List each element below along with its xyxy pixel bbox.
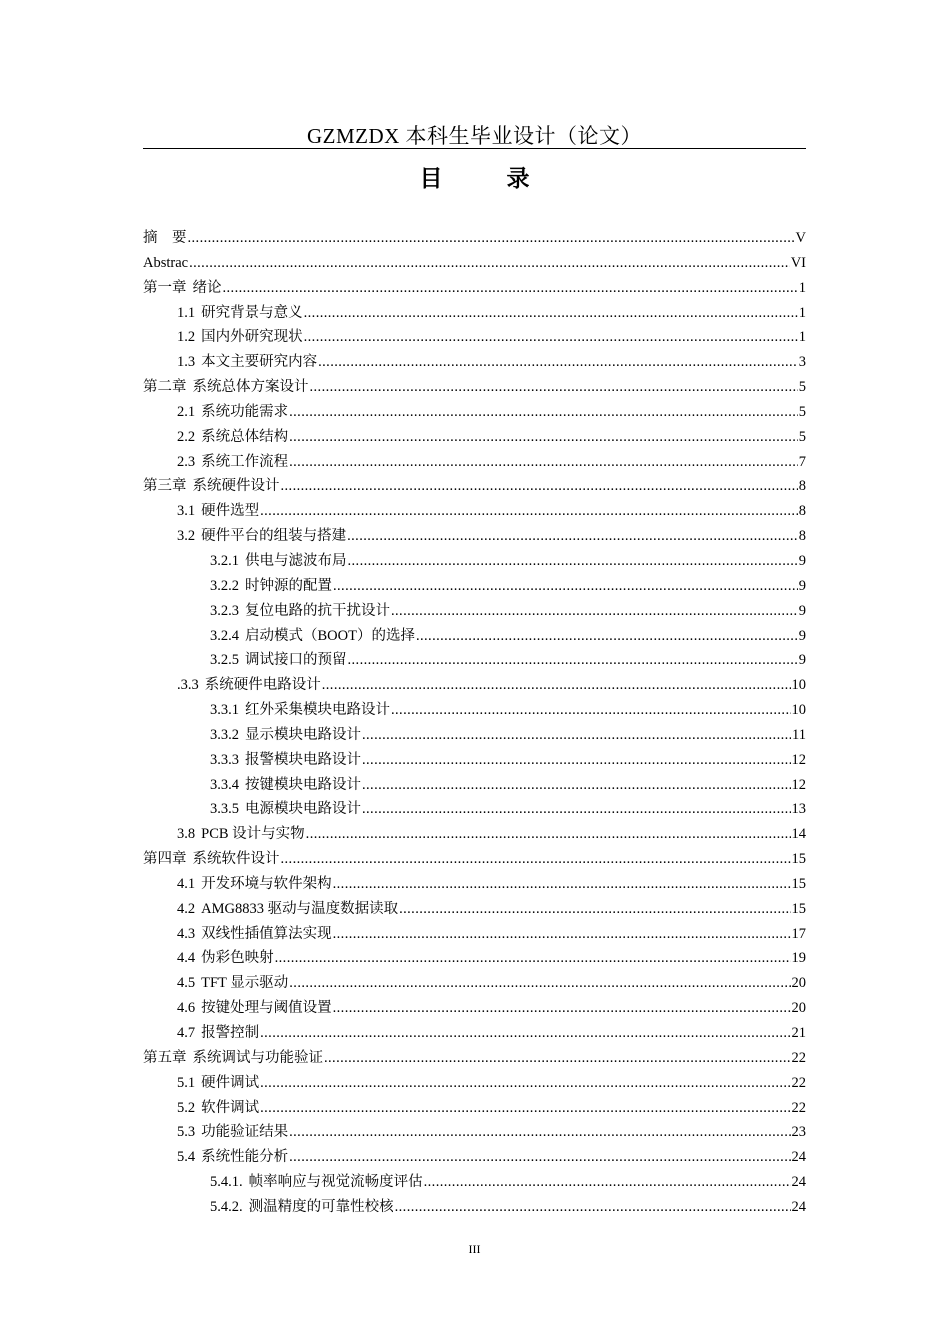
toc-entry-page: 9 [798,602,806,619]
toc-entry[interactable] [143,897,806,922]
toc-entry-page: 7 [798,453,806,470]
toc-entry-label: TFT 显示驱动 [201,975,289,992]
toc-entry-label: 时钟源的配置 [245,577,332,594]
toc-entry[interactable] [143,673,806,698]
toc-entry-title [210,698,390,723]
toc-entry-page: 20 [791,1000,806,1017]
toc-entry-page: 9 [798,627,806,644]
toc-entry-title [177,822,305,847]
toc-entry-page: 22 [791,1049,806,1066]
toc-entry-title [177,1145,288,1170]
toc-entry-number: 5.3 [177,1124,196,1141]
dot-leader [289,400,798,425]
toc-entry-number: 3.2 [177,528,196,545]
toc-entry-label: PCB 设计与实物 [201,826,305,843]
dot-leader [189,251,790,276]
toc-entry-label: 系统硬件设计 [192,478,280,495]
dot-leader [362,773,791,798]
toc-entry-page: 24 [791,1198,806,1215]
dot-leader [304,325,798,350]
toc-entry-title [177,1120,288,1145]
toc-entry-number: 1.1 [177,304,196,321]
toc-entry-number: 5.4.1. [210,1174,243,1191]
toc-entry-label: 复位电路的抗干扰设计 [245,602,390,619]
toc-entry-title [177,1021,259,1046]
toc-entry-label: 报警模块电路设计 [245,751,361,768]
toc-entry-label: 系统硬件电路设计 [204,677,321,694]
toc-entry-number: 2.2 [177,428,196,445]
running-header: GZMZDX 本科生毕业设计（论文） [306,124,643,148]
toc-entry[interactable] [143,524,806,549]
toc-entry-number: 3.3.3 [210,751,239,768]
toc-entry-page: 24 [791,1149,806,1166]
toc-entry-page: 9 [798,552,806,569]
toc-entry-label: 系统软件设计 [192,851,280,868]
toc-entry-title [210,1170,423,1195]
toc-entry[interactable] [143,624,806,649]
toc-entry-page: 5 [798,428,806,445]
dot-leader [348,549,798,574]
toc-entry-label: 开发环境与软件架构 [201,875,332,892]
dot-leader [362,723,791,748]
toc-entry-page: 1 [798,304,806,321]
dot-leader [275,946,791,971]
toc-entry[interactable] [143,574,806,599]
toc-entry[interactable] [143,226,806,251]
toc-entry-label: 按键模块电路设计 [245,776,361,793]
toc-entry-label: 摘 要 [143,230,187,246]
toc-entry-label: 电源模块电路设计 [245,801,361,818]
toc-entry-label: 系统工作流程 [201,453,289,470]
toc-entry-page: 22 [791,1074,806,1091]
toc-entry-title [177,946,274,971]
toc-entry-number: 3.3.2 [210,726,239,743]
toc-entry-page: 10 [791,702,806,719]
toc-entry[interactable] [143,946,806,971]
toc-entry-label: 双线性插值算法实现 [201,925,332,942]
toc-entry[interactable] [143,971,806,996]
toc-entry-label: 硬件平台的组装与搭建 [201,528,347,545]
toc-entry-title [210,797,361,822]
toc-entry[interactable] [143,847,806,872]
toc-entry-title [177,1096,259,1121]
toc-entry-number: 5.4 [177,1149,196,1166]
toc-entry[interactable] [143,499,806,524]
dot-leader [306,822,791,847]
toc-entry-page: 13 [791,801,806,818]
dot-leader [281,474,798,499]
toc-entry-title [210,1195,394,1220]
toc-entry[interactable] [143,698,806,723]
toc-entry-number: 4.3 [177,925,196,942]
toc-entry-number: 3.2.5 [210,652,239,669]
toc-entry[interactable] [143,1071,806,1096]
toc-entry-label: 帧率响应与视觉流畅度评估 [248,1174,423,1191]
dot-leader [260,1071,790,1096]
dot-leader [223,276,798,301]
dot-leader [399,897,790,922]
toc-entry-label: 报警控制 [201,1025,260,1041]
toc-entry-page: 8 [798,528,806,545]
toc-entry-number: 3.3.5 [210,801,239,818]
dot-leader [348,648,798,673]
dot-leader [310,375,798,400]
toc-entry-label: 测温精度的可靠性校核 [248,1198,394,1215]
dot-leader [281,847,791,872]
toc-entry-number: 2.1 [177,403,196,420]
toc-entry-number: 1.3 [177,354,196,371]
toc-entry-page: 15 [791,875,806,892]
toc-entry-page: 12 [791,776,806,793]
toc-entry-page: 1 [798,279,806,296]
toc-entry-page: 5 [798,379,806,396]
toc-entry[interactable] [143,251,806,276]
toc-entry-page: VI [790,254,806,271]
toc-entry[interactable] [143,996,806,1021]
toc-entry-number: 3.1 [177,503,196,520]
dot-leader [333,922,791,947]
toc-entry-page: 15 [791,900,806,917]
toc-entry-number: 第五章 [143,1049,187,1066]
toc-entry-number: 3.2.1 [210,552,239,569]
toc-entry-title [177,1071,259,1096]
toc-entry[interactable] [143,400,806,425]
toc-entry-title [210,624,415,649]
toc-entry-page: 19 [791,950,806,967]
toc-entry-page: 8 [798,503,806,520]
toc-entry-label: 显示模块电路设计 [245,726,361,743]
toc-entry-page: 3 [798,354,806,371]
table-of-contents [143,226,806,1220]
toc-entry[interactable] [143,773,806,798]
toc-entry-title [210,773,361,798]
toc-entry-title [143,251,188,276]
toc-entry[interactable] [143,325,806,350]
toc-entry-label: AMG8833 驱动与温度数据读取 [201,900,399,917]
dot-leader [391,599,798,624]
dot-leader [333,574,798,599]
dot-leader [424,1170,791,1195]
toc-entry[interactable] [143,748,806,773]
toc-entry-title [210,574,332,599]
toc-entry[interactable] [143,648,806,673]
toc-entry-number: 4.7 [177,1025,196,1041]
toc-entry-page: 11 [792,726,806,743]
toc-entry-page: 23 [791,1124,806,1141]
toc-entry-page: 14 [791,826,806,843]
toc-entry-label: 按键处理与阈值设置 [201,1000,332,1017]
toc-entry-label: 伪彩色映射 [201,950,274,967]
toc-entry[interactable] [143,822,806,847]
toc-entry-number: 5.4.2. [210,1198,243,1215]
dot-leader [395,1195,791,1220]
toc-entry[interactable] [143,425,806,450]
toc-entry-label: 调试接口的预留 [245,652,347,669]
toc-entry-label: 国内外研究现状 [201,329,303,346]
toc-entry-page: 5 [798,403,806,420]
toc-entry-title [177,971,288,996]
toc-entry-page: 9 [798,652,806,669]
toc-entry-label: 系统总体结构 [201,428,289,445]
toc-entry[interactable] [143,375,806,400]
toc-entry-title [177,922,332,947]
toc-entry-title [143,226,187,251]
dot-leader [333,872,791,897]
toc-entry-label: 系统性能分析 [201,1149,289,1166]
dot-leader [324,1046,791,1071]
dot-leader [391,698,791,723]
toc-entry-title [210,549,347,574]
toc-entry[interactable] [143,872,806,897]
toc-entry-title [177,350,317,375]
toc-entry-number: 3.8 [177,826,196,843]
toc-entry-title [143,276,222,301]
toc-entry-label: 硬件选型 [201,503,260,520]
dot-leader [347,524,798,549]
toc-entry[interactable] [143,1195,806,1220]
toc-title: 目 录 [419,166,558,192]
toc-entry[interactable] [143,474,806,499]
toc-entry-number: 4.2 [177,900,196,917]
toc-entry[interactable] [143,1046,806,1071]
toc-entry-title [143,1046,323,1071]
toc-entry-title [177,450,288,475]
toc-entry[interactable] [143,1096,806,1121]
toc-entry[interactable] [143,723,806,748]
toc-entry-label: 绪论 [192,279,222,296]
toc-entry-title [177,897,398,922]
toc-entry-page: 1 [798,329,806,346]
toc-entry-number: 4.6 [177,1000,196,1017]
header-rule [143,148,806,149]
toc-entry-number: 1.2 [177,329,196,346]
dot-leader [188,226,795,251]
toc-entry-title [177,996,332,1021]
toc-entry-page: 24 [791,1174,806,1191]
toc-entry-number: 3.3.1 [210,702,239,719]
toc-entry-page: 22 [791,1099,806,1116]
toc-entry-title [177,400,288,425]
toc-entry-label: 红外采集模块电路设计 [245,702,390,719]
toc-entry-number: 4.4 [177,950,196,967]
toc-entry-title [177,301,303,326]
dot-leader [289,1145,790,1170]
toc-entry-number: 2.3 [177,453,196,470]
dot-leader [304,301,798,326]
toc-entry-number: .3.3 [177,677,199,694]
toc-entry-label: 软件调试 [201,1099,260,1116]
toc-entry-number: 3.2.4 [210,627,239,644]
toc-entry-label: 硬件调试 [201,1074,260,1091]
toc-entry-number: 3.2.2 [210,577,239,594]
toc-entry-page: 15 [791,851,806,868]
toc-entry-title [210,648,347,673]
toc-entry-page: V [795,230,806,246]
toc-entry-label: 系统总体方案设计 [192,379,309,396]
toc-entry-title [177,673,321,698]
dot-leader [289,971,790,996]
dot-leader [260,1096,790,1121]
toc-entry[interactable] [143,276,806,301]
toc-entry-label: 功能验证结果 [201,1124,289,1141]
dot-leader [362,797,791,822]
dot-leader [362,748,791,773]
toc-entry-page: 9 [798,577,806,594]
toc-entry[interactable] [143,1145,806,1170]
toc-entry-title [143,474,280,499]
toc-entry-title [177,524,346,549]
toc-entry-label: 本文主要研究内容 [201,354,318,371]
toc-entry-page: 12 [791,751,806,768]
toc-entry-number: 第一章 [143,279,187,296]
toc-entry-label: 研究背景与意义 [201,304,303,321]
toc-entry-label: Abstrac [143,254,189,271]
toc-entry-title [177,325,303,350]
page-number: III [468,1242,481,1256]
toc-entry-page: 10 [791,677,806,694]
toc-entry-number: 5.2 [177,1099,196,1116]
toc-entry-label: 启动模式（BOOT）的选择 [245,627,415,644]
toc-entry[interactable] [143,1120,806,1145]
dot-leader [333,996,791,1021]
toc-entry[interactable] [143,1170,806,1195]
toc-entry-number: 第二章 [143,379,187,396]
toc-entry-title [210,599,390,624]
toc-entry-number: 3.3.4 [210,776,239,793]
toc-entry-number: 第四章 [143,851,187,868]
toc-entry-title [177,425,288,450]
dot-leader [289,1120,790,1145]
toc-entry-label: 供电与滤波布局 [245,552,347,569]
toc-entry-number: 4.5 [177,975,196,992]
toc-entry-title [210,723,361,748]
toc-entry[interactable] [143,549,806,574]
toc-entry-page: 8 [798,478,806,495]
toc-entry[interactable] [143,350,806,375]
dot-leader [416,624,798,649]
toc-entry[interactable] [143,599,806,624]
toc-entry-label: 系统功能需求 [201,403,289,420]
toc-entry-page: 17 [791,925,806,942]
toc-entry-label: 系统调试与功能验证 [192,1049,323,1066]
toc-entry[interactable] [143,1021,806,1046]
toc-entry[interactable] [143,301,806,326]
dot-leader [260,499,798,524]
toc-entry-page: 21 [791,1025,806,1041]
toc-entry-title [177,499,259,524]
toc-entry-page: 20 [791,975,806,992]
toc-entry[interactable] [143,922,806,947]
dot-leader [289,425,798,450]
toc-entry-number: 4.1 [177,875,196,892]
dot-leader [322,673,791,698]
toc-entry-number: 5.1 [177,1074,196,1091]
toc-entry-number: 第三章 [143,478,187,495]
toc-entry[interactable] [143,450,806,475]
toc-entry[interactable] [143,797,806,822]
toc-entry-number: 3.2.3 [210,602,239,619]
dot-leader [260,1021,790,1046]
dot-leader [289,450,798,475]
dot-leader [318,350,798,375]
toc-entry-title [177,872,332,897]
toc-entry-title [210,748,361,773]
toc-entry-title [143,375,309,400]
toc-entry-title [143,847,280,872]
